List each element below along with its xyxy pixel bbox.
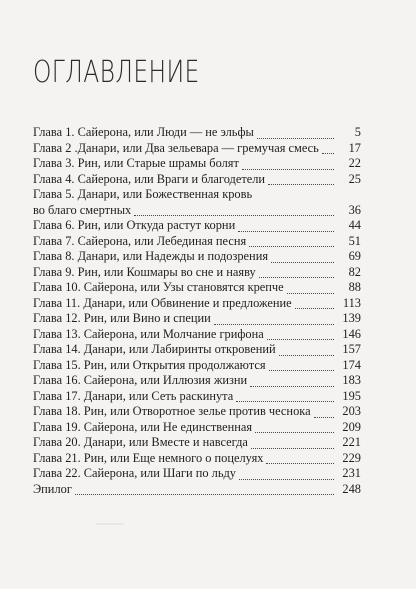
toc-entry-title: Глава 20. Данари, или Вместе и навсегда <box>33 435 248 449</box>
toc-entry-page-number: 139 <box>342 311 361 325</box>
toc-entry <box>33 435 361 451</box>
toc-entry <box>33 466 361 482</box>
toc-entry-page-number: 22 <box>348 156 361 170</box>
toc-entry <box>33 172 361 188</box>
toc-entry-title: Глава 16. Сайерона, или Иллюзия жизни <box>33 373 248 387</box>
toc-entry-title: Глава 6. Рин, или Откуда растут корни <box>33 218 236 232</box>
toc-entry <box>33 156 361 172</box>
toc-entry-title: Глава 5. Данари, или Божественная кровь <box>33 187 253 201</box>
dot-leader <box>314 417 334 418</box>
toc-entry-page-number: 146 <box>342 326 361 341</box>
toc-entry <box>33 296 361 312</box>
scan-mark <box>96 523 124 525</box>
toc-entry-title: Глава 7. Сайерона, или Лебединая песня <box>33 233 247 248</box>
toc-entry <box>33 218 361 234</box>
dot-leader <box>238 231 334 232</box>
toc-entry-title: Глава 15. Рин, или Открытия продолжаются <box>33 357 266 372</box>
toc-entry <box>33 141 361 157</box>
dot-leader <box>251 448 334 449</box>
dot-leader <box>295 308 334 309</box>
dot-leader <box>242 169 334 170</box>
toc-entry-page-number: 157 <box>342 342 361 356</box>
toc-entry-title: Глава 18. Рин, или Отворотное зелье против чеснока <box>33 404 311 418</box>
toc-entry-page-number: 203 <box>342 404 361 418</box>
dot-leader <box>322 153 334 154</box>
toc-entry-page-number: 17 <box>348 140 361 155</box>
toc-entry <box>33 187 361 218</box>
toc-entry-title: Глава 13. Сайерона, или Молчание грифона <box>33 326 264 341</box>
toc-entry-page-number: 231 <box>342 466 361 480</box>
toc-entry-page-number: 82 <box>348 264 361 279</box>
table-of-contents <box>33 125 361 497</box>
toc-entry-title: Глава 9. Рин, или Кошмары во сне и наяву <box>33 264 256 279</box>
toc-entry <box>33 311 361 327</box>
toc-entry-page-number: 183 <box>342 373 361 387</box>
toc-entry-title: Глава 12. Рин, или Вино и специи <box>33 311 211 325</box>
dot-leader <box>250 386 334 387</box>
toc-entry-page-number: 51 <box>348 233 361 248</box>
dot-leader <box>267 339 334 340</box>
toc-entry-title: Глава 8. Данари, или Надежды и подозрения <box>33 249 269 263</box>
toc-entry-title: Глава 14. Данари, или Лабиринты откровений <box>33 342 276 356</box>
dot-leader <box>279 355 334 356</box>
toc-entry-page-number: 248 <box>342 481 361 496</box>
toc-entry <box>33 451 361 467</box>
toc-entry <box>33 404 361 420</box>
toc-entry-title: Глава 17. Данари, или Сеть раскинута <box>33 388 234 403</box>
toc-entry <box>33 482 361 498</box>
toc-entry <box>33 249 361 265</box>
dot-leader <box>249 246 334 247</box>
toc-entry <box>33 327 361 343</box>
toc-entry-title: Глава 1. Сайерона, или Люди — не эльфы <box>33 125 254 139</box>
toc-entry-title: Глава 3. Рин, или Старые шрамы болят <box>33 156 239 170</box>
toc-entry-page-number: 195 <box>342 388 361 403</box>
toc-entry-title-continued: во благо смертных <box>33 202 132 217</box>
toc-entry <box>33 389 361 405</box>
toc-entry-page-number: 209 <box>342 419 361 434</box>
toc-entry-title: Глава 22. Сайерона, или Шаги по льду <box>33 466 237 480</box>
toc-entry-title: Глава 2 .Данари, или Два зельевара — гремучая смесь <box>33 140 319 155</box>
dot-leader <box>266 463 334 464</box>
toc-entry <box>33 125 361 141</box>
toc-entry-title: Глава 19. Сайерона, или Не единственная <box>33 419 253 434</box>
toc-entry-page-number: 174 <box>342 357 361 372</box>
toc-entry-page-number: 113 <box>342 295 361 310</box>
dot-leader <box>134 215 334 216</box>
toc-entry-title: Эпилог <box>33 481 72 496</box>
page-title: ОГЛАВЛЕНИЕ <box>33 55 200 90</box>
dot-leader <box>269 370 334 371</box>
toc-entry <box>33 280 361 296</box>
dot-leader <box>239 479 334 480</box>
toc-entry <box>33 420 361 436</box>
toc-entry-page-number: 221 <box>342 435 361 449</box>
toc-entry-title: Глава 21. Рин, или Еще немного о поцелуях <box>33 450 264 465</box>
toc-entry <box>33 373 361 389</box>
toc-entry-title: Глава 11. Данари, или Обвинение и предложение <box>33 295 292 310</box>
toc-entry-page-number: 229 <box>342 450 361 465</box>
dot-leader <box>271 262 334 263</box>
dot-leader <box>236 401 334 402</box>
toc-entry-page-number: 25 <box>348 171 361 186</box>
dot-leader <box>287 293 334 294</box>
toc-entry-page-number: 5 <box>354 125 361 139</box>
toc-entry-page-number: 36 <box>348 202 361 217</box>
dot-leader <box>259 277 334 278</box>
toc-entry-title: Глава 10. Сайерона, или Узы становятся крепче <box>33 280 284 294</box>
dot-leader <box>268 184 334 185</box>
toc-entry <box>33 265 361 281</box>
toc-entry <box>33 342 361 358</box>
dot-leader <box>255 432 334 433</box>
toc-entry <box>33 234 361 250</box>
dot-leader <box>75 494 334 495</box>
toc-entry-title: Глава 4. Сайерона, или Враги и благодетели <box>33 171 266 186</box>
toc-entry <box>33 358 361 374</box>
dot-leader <box>257 138 334 139</box>
toc-entry-page-number: 44 <box>348 218 361 232</box>
toc-entry-page-number: 88 <box>348 280 361 294</box>
dot-leader <box>214 324 334 325</box>
toc-entry-page-number: 69 <box>348 249 361 263</box>
